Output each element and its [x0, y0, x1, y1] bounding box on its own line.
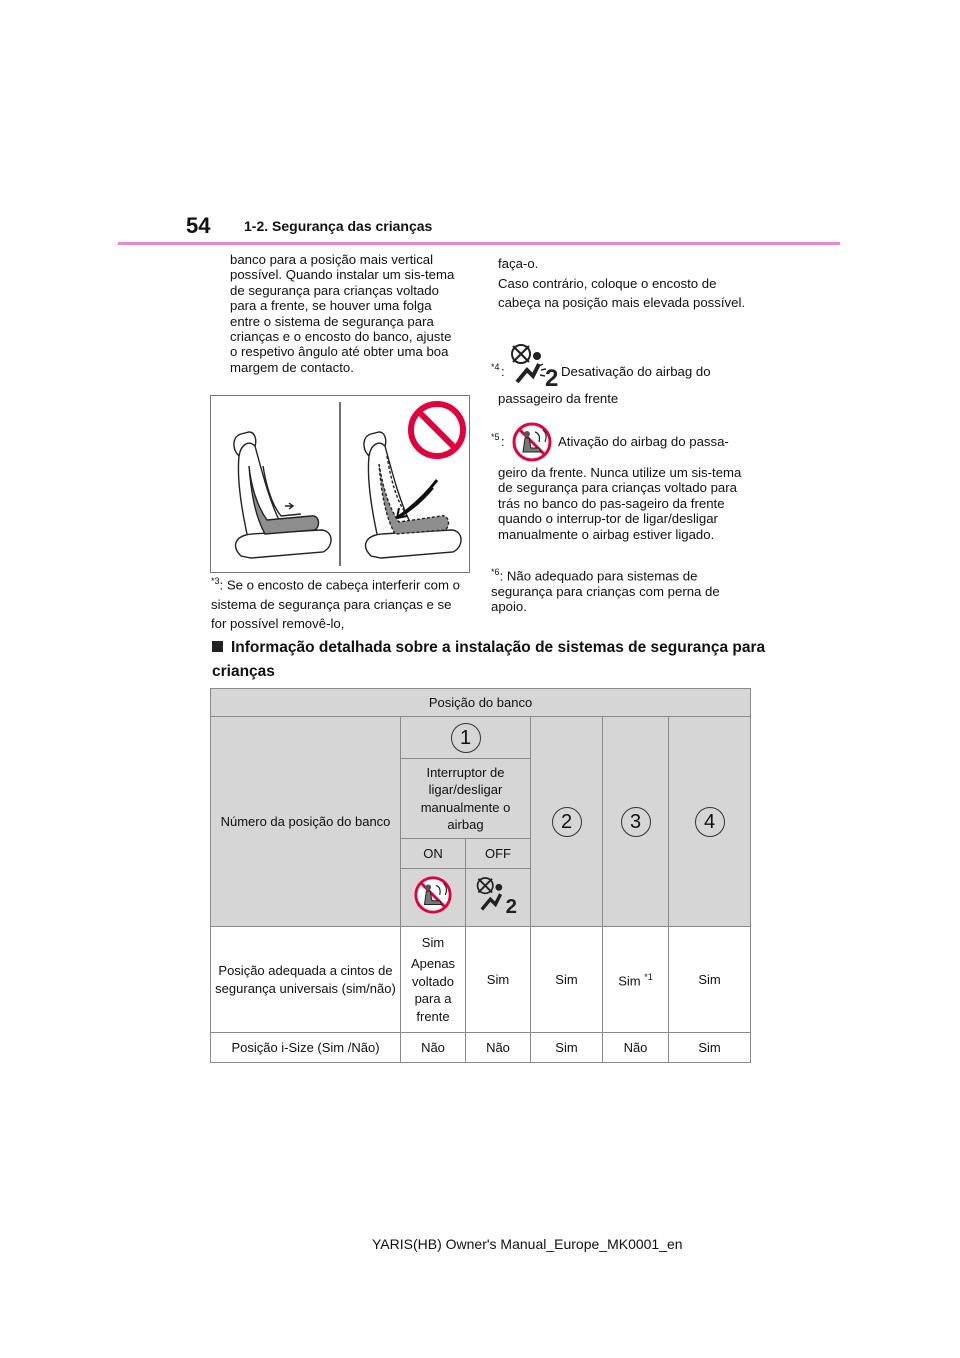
row-label-seat-number: Número da posição do banco: [211, 717, 401, 927]
off-label: OFF: [466, 839, 531, 869]
note-4-marker: *4: [491, 362, 500, 372]
footer-text: YARIS(HB) Owner's Manual_Europe_MK0001_en: [372, 1236, 683, 1252]
table-row-universal: [211, 927, 751, 1033]
seat-1-cell: [401, 717, 531, 759]
note-5-text-a: Ativação do airbag do passa-: [558, 434, 729, 449]
isize-label: Posição i-Size (Sim /Não): [211, 1033, 401, 1063]
seat-number-2: 2: [552, 807, 582, 837]
table-row-seat-numbers: [211, 717, 751, 759]
airbag-off-icon: [475, 875, 521, 915]
seat-number-3: 3: [621, 807, 651, 837]
seat-3-cell: [603, 717, 669, 927]
header-rule: [118, 242, 840, 245]
note-4-text-a: Desativação do airbag do: [561, 364, 711, 379]
isize-value-2: Não: [466, 1033, 531, 1063]
prohibited-icon: [411, 404, 463, 456]
universal-seat3-cell: [603, 927, 669, 1033]
universal-on-a: Sim: [421, 934, 445, 950]
isize-value-1: Não: [401, 1033, 466, 1063]
universal-on-b: Apenas voltado para a frente: [410, 956, 456, 1024]
table-header-title: Posição do banco: [211, 689, 751, 717]
left-top-paragraph: banco para a posição mais vertical possível. Quando instalar um sis-tema de segurança para crianças voltado para a frente, se houver uma folga entre o sistema de segurança para crianças e o encosto do banco, ajuste o respetivo ângulo até obter uma boa margem de contacto.: [230, 252, 455, 375]
universal-seat2: Sim: [531, 927, 603, 1033]
note-3-marker: *3: [211, 576, 220, 586]
switch-label: Interruptor de ligar/desligar manualmente o airbag: [401, 759, 531, 839]
universal-label: Posição adequada a cintos de segurança universais (sim/não): [211, 927, 401, 1033]
airbag-off-passenger-icon: [509, 342, 563, 388]
universal-seat4: Sim: [669, 927, 751, 1033]
universal-off: Sim: [466, 927, 531, 1033]
seat-4-cell: [669, 717, 751, 927]
isize-value-5: Sim: [669, 1033, 751, 1063]
table-header-row: [211, 689, 751, 717]
airbag-on-icon: [413, 875, 453, 915]
universal-seat3: Sim: [618, 973, 641, 989]
svg-text:2: 2: [505, 895, 518, 916]
on-icon-cell: [401, 869, 466, 927]
on-label: ON: [401, 839, 466, 869]
left-seat-icon: [234, 432, 331, 558]
note-6-marker: *6: [491, 567, 500, 577]
page-number: 54: [186, 213, 211, 238]
section-heading: [212, 636, 772, 684]
universal-seat3-note: *1: [644, 972, 653, 983]
seat-number-1: 1: [451, 723, 481, 753]
seat-number-4: 4: [695, 807, 725, 837]
isize-value-3: Sim: [531, 1033, 603, 1063]
note-4: *4 : 2 Desativação do airbag do: [491, 342, 751, 402]
airbag-on-passenger-icon: [511, 422, 553, 462]
note-3: [211, 572, 461, 634]
seat-2-cell: [531, 717, 603, 927]
note-3-text: : Se o encosto de cabeça interferir com o sistema de segurança para crianças e se for possível removê-lo,: [211, 577, 460, 632]
section-title: 1-2. Segurança das crianças: [244, 218, 433, 234]
seat-position-table: [210, 688, 751, 1063]
svg-text:2: 2: [545, 365, 559, 388]
off-icon-cell: [466, 869, 531, 927]
note-6-text: : Não adequado para sistemas de segurança para crianças com perna de apoio.: [491, 568, 720, 615]
seat-illustration: [211, 396, 469, 572]
section-heading-text: Informação detalhada sobre a instalação de sistemas de segurança para crianças: [212, 639, 766, 680]
heading-bullet-icon: [212, 641, 223, 652]
right-seat-icon: [364, 432, 461, 558]
note-5-text-b: geiro da frente. Nunca utilize um sis-tema de segurança para crianças voltado para trás no banco do pas-sageiro da frente quando o interrup-tor de ligar/desligar manualmente o airbag estiver ligado.: [498, 465, 742, 542]
isize-value-4: Não: [603, 1033, 669, 1063]
seat-adjustment-figure: [210, 395, 470, 573]
table-row-isize: [211, 1033, 751, 1063]
note-5-marker: *5: [491, 432, 500, 442]
note-4-text-b: passageiro da frente: [498, 391, 619, 406]
note-6: [491, 565, 747, 615]
right-continuation: faça-o. Caso contrário, coloque o encosto de cabeça na posição mais elevada possível.: [498, 256, 746, 310]
universal-on-cell: [401, 927, 466, 1033]
note-5: *5 : Ativação do airbag do passa-: [491, 422, 753, 462]
